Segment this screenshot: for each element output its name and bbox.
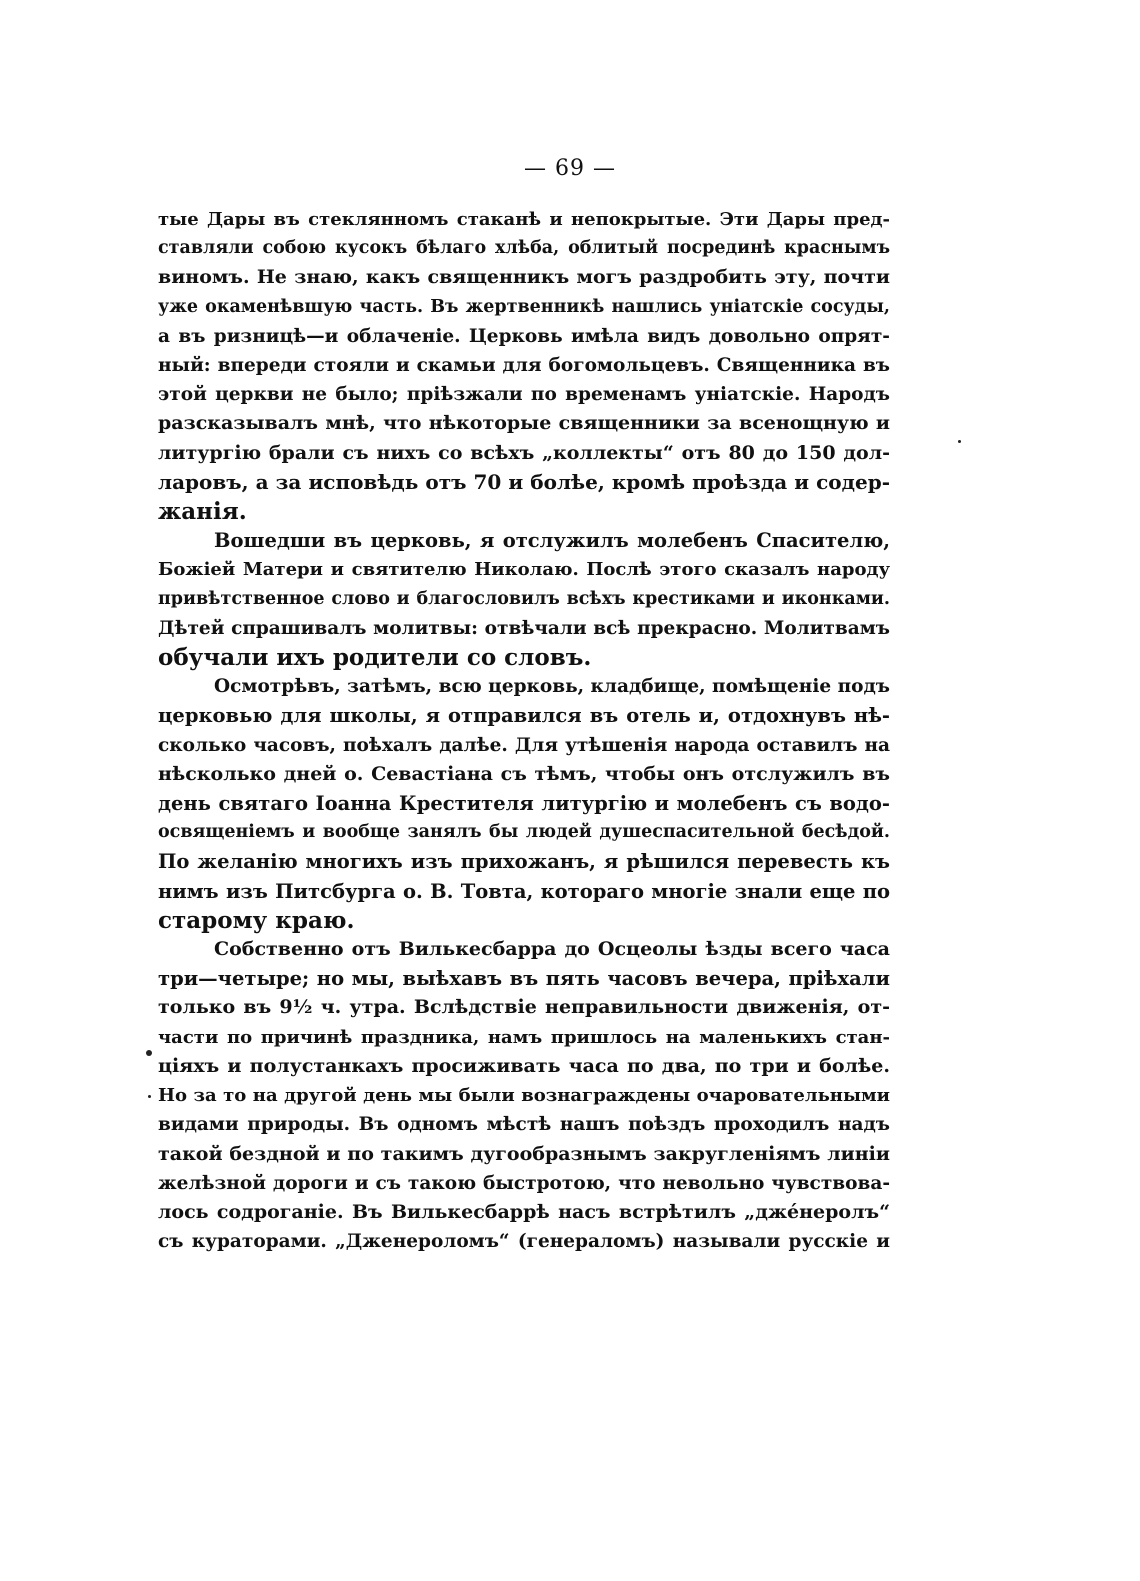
- text-line: уже окаменѣвшую часть. Въ жертвенникѣ нашлись уніатскіе сосуды,: [158, 296, 890, 317]
- text-line: литургію брали съ нихъ со всѣхъ „коллекты“ отъ 80 до 150 дол-: [158, 441, 890, 464]
- text-line: тые Дары въ стеклянномъ стаканѣ и непокрытые. Эти Дары пред-: [158, 209, 890, 230]
- text-line: видами природы. Въ одномъ мѣстѣ нашъ поѣздъ проходилъ надъ: [158, 1114, 890, 1136]
- text-line: а въ ризницѣ—и облаченіе. Церковь имѣла видъ довольно опрят-: [158, 325, 890, 347]
- text-line: такой бездной и по такимъ дугообразнымъ закругленіямъ линіи: [158, 1142, 890, 1165]
- ink-speck: [146, 1050, 152, 1056]
- text-line: По желанію многихъ изъ прихожанъ, я рѣшился перевесть къ: [158, 850, 890, 874]
- ink-speck: [148, 1095, 151, 1098]
- text-line: желѣзной дороги и съ такою быстротою, что невольно чувствова-: [158, 1172, 890, 1194]
- text-line: день святаго Іоанна Крестителя литургію и молебенъ съ водо-: [158, 792, 890, 816]
- text-line: нимъ изъ Питсбурга о. В. Товта, котораго многіе знали еще по: [158, 879, 890, 903]
- text-line: старому краю.: [158, 906, 355, 934]
- text-line: ный: впереди стояли и скамьи для богомольцевъ. Священника въ: [158, 355, 890, 377]
- text-line: разсказывалъ мнѣ, что нѣкоторые священники за всенощную и: [158, 412, 890, 435]
- text-line: Божіей Матери и святителю Николаю. Послѣ этого сказалъ народу: [158, 559, 890, 581]
- text-line: обучали ихъ родители со словъ.: [158, 644, 592, 672]
- text-line: части по причинѣ праздника, намъ пришлось на маленькихъ стан-: [158, 1026, 890, 1048]
- text-line: Дѣтей спрашивалъ молитвы: отвѣчали всѣ прекрасно. Молитвамъ: [158, 617, 890, 639]
- text-line: ставляли собою кусокъ бѣлаго хлѣба, облитый посрединѣ краснымъ: [158, 238, 890, 259]
- text-line: лось содроганіе. Въ Вилькесбаррѣ насъ встрѣтилъ „джéнеролъ“: [158, 1200, 890, 1223]
- text-line: только въ 9½ ч. утра. Вслѣдствіе неправильности движенія, от-: [158, 996, 890, 1019]
- ink-speck: [958, 440, 961, 443]
- body-text: [158, 205, 890, 1256]
- text-line: ларовъ, а за исповѣдь отъ 70 и болѣе, кромѣ проѣзда и содер-: [158, 469, 890, 494]
- text-line: три—четыре; но мы, выѣхавъ въ пять часовъ вечера, пріѣхали: [158, 967, 890, 991]
- text-line: привѣтственное слово и благословилъ всѣхъ крестиками и иконками.: [158, 588, 890, 609]
- text-line: ціяхъ и полустанкахъ просиживать часа по два, по три и болѣе.: [158, 1054, 890, 1077]
- text-line: Вошедши въ церковь, я отслужилъ молебенъ Спасителю,: [214, 529, 890, 553]
- text-line: виномъ. Не знаю, какъ священникъ могъ раздробить эту, почти: [158, 266, 890, 289]
- text-line: сколько часовъ, поѣхалъ далѣе. Для утѣшенія народа оставилъ на: [158, 734, 890, 756]
- text-line: Но за то на другой день мы были вознаграждены очаровательными: [158, 1085, 890, 1107]
- page-number: — 69 —: [524, 156, 616, 181]
- text-line: нѣсколько дней о. Севастіана съ тѣмъ, чтобы онъ отслужилъ въ: [158, 762, 890, 785]
- text-line: Осмотрѣвъ, затѣмъ, всю церковь, кладбище, помѣщеніе подъ: [214, 676, 890, 698]
- text-line: съ кураторами. „Дженероломъ“ (генераломъ) называли русскіе и: [158, 1231, 890, 1253]
- text-line: освященіемъ и вообще занялъ бы людей душеспасительной бесѣдой.: [158, 822, 890, 843]
- text-line: Собственно отъ Вилькесбарра до Осцеолы ѣзды всего часа: [214, 938, 890, 961]
- text-line: жанія.: [158, 498, 247, 526]
- text-line: церковью для школы, я отправился въ отель и, отдохнувъ нѣ-: [158, 704, 890, 728]
- text-line: этой церкви не было; пріѣзжали по временамъ уніатскіе. Народъ: [158, 384, 890, 406]
